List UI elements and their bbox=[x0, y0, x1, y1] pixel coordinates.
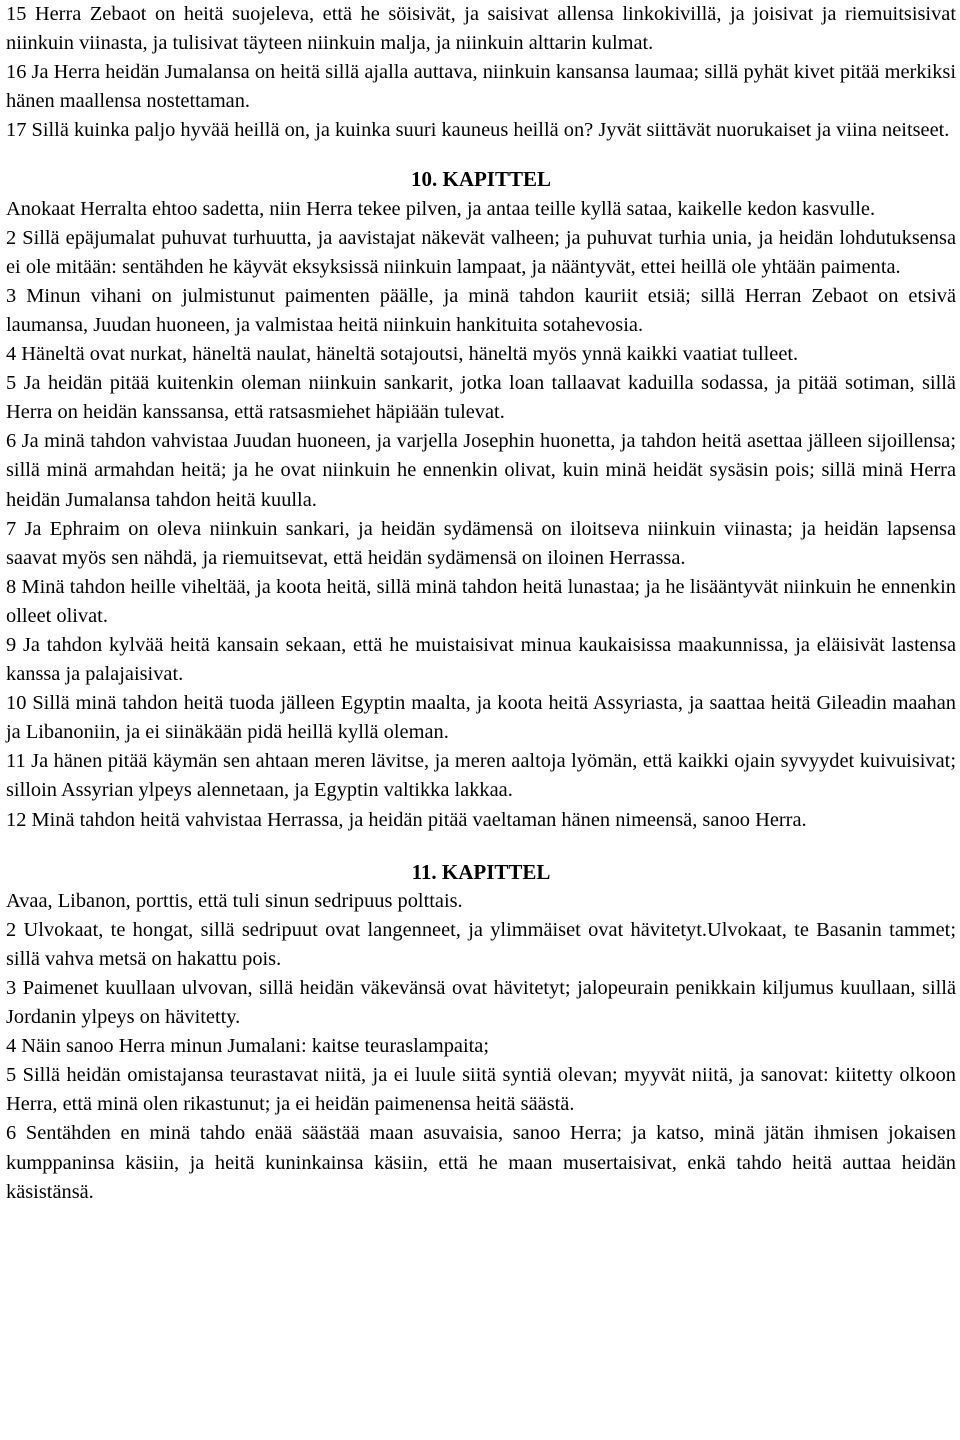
verse-11-2: 2 Ulvokaat, te hongat, sillä sedripuut ovat langenneet, ja ylimmäiset ovat hävitetyt.Ulvokaat, te Basanin tammet; sillä vahva metsä on hakattu pois. bbox=[6, 918, 956, 970]
chapter-9-tail bbox=[6, 0, 956, 145]
verse-9-16: 16 Ja Herra heidän Jumalansa on heitä sillä ajalla auttava, niinkuin kansansa laumaa; sillä pyhät kivet pitää merkiksi hänen maallensa nostettaman. bbox=[6, 61, 956, 113]
verse-10-9: 9 Ja tahdon kylvää heitä kansain sekaan, että he muistaisivat minua kaukaisissa maakunnissa, ja eläisivät lastensa kanssa ja palajaisivat. bbox=[6, 633, 956, 686]
verse-10-1: Anokaat Herralta ehtoo sadetta, niin Herra tekee pilven, ja antaa teille kyllä sataa, kaikelle kedon kasvulle. bbox=[6, 197, 876, 220]
chapter-11-heading: 11. KAPITTEL bbox=[411, 859, 551, 884]
verse-10-4: 4 Häneltä ovat nurkat, häneltä naulat, häneltä sotajoutsi, häneltä myös ynnä kaikki vaatiat tulleet. bbox=[6, 343, 799, 366]
verse-10-2: 2 Sillä epäjumalat puhuvat turhuutta, ja aavistajat näkevät valheen; ja puhuvat turhia unia, ja heidän lohdutuksensa ei ole mitään: sentähden he käyvät eksyksissä niinkuin lampaat, ja nääntyvät, ettei heillä ole yhtään paimenta. bbox=[6, 226, 956, 278]
chapter-10-heading: 10. KAPITTEL bbox=[410, 167, 552, 192]
verse-10-6: 6 Ja minä tahdon vahvistaa Juudan huoneen, ja varjella Josephin huonetta, ja tahdon heitä asettaa jälleen sijoillensa; sillä minä armahdan heitä; ja he ovat niinkuin he ennenkin olivat, kuin minä heidät sysäsin pois; sillä minä Herra heidän Jumalansa tahdon heitä kuulla. bbox=[6, 430, 956, 511]
verse-10-8: 8 Minä tahdon heille viheltää, ja koota heitä, sillä minä tahdon heitä lunastaa; ja he lisääntyvät niinkuin he ennenkin olleet olivat. bbox=[6, 575, 956, 627]
chapter-10 bbox=[6, 165, 956, 834]
verse-11-5: 5 Sillä heidän omistajansa teurastavat niitä, ja ei luule siitä syntiä olevan; myyvät niitä, ja sanovat: kiitetty olkoon Herra, että minä olen rikastunut; ja ei heidän paimenensa heitä säästä. bbox=[6, 1064, 956, 1116]
verse-10-10: 10 Sillä minä tahdon heitä tuoda jälleen Egyptin maalta, ja koota heitä Assyriasta, ja saattaa heitä Gileadin maahan ja Libanoniin, ja ei siinäkään pidä heillä kyllä oleman. bbox=[6, 692, 956, 744]
verse-10-12: 12 Minä tahdon heitä vahvistaa Herrassa, ja heidän pitää vaeltaman hänen nimeensä, sanoo Herra. bbox=[6, 808, 807, 831]
verse-10-7: 7 Ja Ephraim on oleva niinkuin sankari, ja heidän sydämensä on iloitseva niinkuin viinasta; ja heidän lapsensa saavat myös sen nähdä, ja riemuitsevat, että heidän sydämensä on iloinen Herrassa. bbox=[6, 517, 956, 569]
document-page bbox=[6, 0, 956, 1207]
verse-11-4: 4 Näin sanoo Herra minun Jumalani: kaitse teuraslampaita; bbox=[6, 1035, 490, 1058]
verse-11-1: Avaa, Libanon, porttis, että tuli sinun sedripuus polttais. bbox=[6, 889, 463, 912]
verse-10-11: 11 Ja hänen pitää käymän sen ahtaan meren lävitse, ja meren aaltoja lyömän, että kaikki ojain syvyydet kuivuisivat; silloin Assyrian ylpeys alennetaan, ja Egyptin valtikka lakkaa. bbox=[6, 750, 956, 802]
verse-10-3: 3 Minun vihani on julmistunut paimenten päälle, ja minä tahdon kauriit etsiä; sillä Herran Zebaot on etsivä laumansa, Juudan huoneen, ja valmistaa heitä niinkuin hankituita sotahevosia. bbox=[6, 284, 956, 336]
verse-11-3: 3 Paimenet kuullaan ulvovan, sillä heidän väkevänsä ovat hävitetyt; jalopeurain penikkain kiljumus kuullaan, sillä Jordanin ylpeys on hävitetty. bbox=[6, 977, 956, 1029]
chapter-11 bbox=[6, 858, 956, 1207]
verse-9-17: 17 Sillä kuinka paljo hyvää heillä on, ja kuinka suuri kauneus heillä on? Jyvät siittävät nuorukaiset ja viina neitseet. bbox=[6, 119, 950, 142]
verse-11-6: 6 Sentähden en minä tahdo enää säästää maan asuvaisia, sanoo Herra; ja katso, minä jätän ihmisen jokaisen kumppaninsa käsiin, ja heitä kuninkainsa käsiin, että he maan musertaisivat, enkä tahdo heitä auttaa heidän käsistänsä. bbox=[6, 1122, 956, 1203]
verse-9-15: 15 Herra Zebaot on heitä suojeleva, että he söisivät, ja saisivat allensa linkokivillä, ja joisivat ja riemuitsisivat niinkuin viinasta, ja tulisivat täyteen niinkuin malja, ja niinkuin alttarin kulmat. bbox=[6, 3, 956, 55]
verse-10-5: 5 Ja heidän pitää kuitenkin oleman niinkuin sankarit, jotka loan tallaavat kaduilla sodassa, ja pitää sotiman, sillä Herra on heidän kanssansa, että ratsasmiehet häpiään tulevat. bbox=[6, 372, 956, 424]
